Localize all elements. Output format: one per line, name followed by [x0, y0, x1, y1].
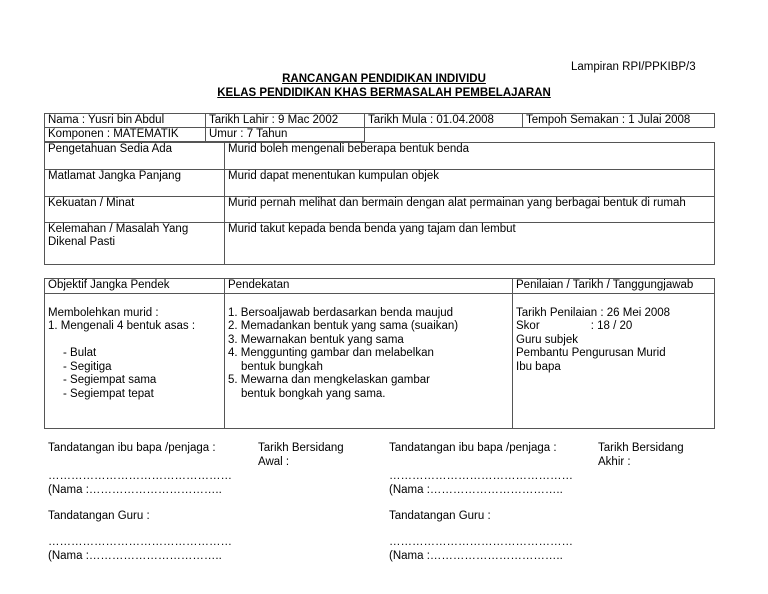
document-subtitle: KELAS PENDIDIKAN KHAS BERMASALAH PEMBELAJARAN [217, 87, 551, 99]
profile-value: Murid takut kepada benda benda yang tajam dan lembut [225, 223, 715, 265]
objectives-header-row [45, 279, 715, 294]
approach-line: 2. Memadankan bentuk yang sama (suaikan) [228, 320, 459, 332]
parent-signature-line-end: ………………………………………… [389, 470, 573, 482]
profile-value: Murid dapat menentukan kumpulan objek [225, 170, 715, 197]
profile-row [45, 143, 715, 170]
approach-line: bentuk bongkah yang sama. [241, 387, 386, 400]
profile-value: Murid pernah melihat dan bermain dengan alat permainan yang berbagai bentuk di rumah [225, 197, 715, 223]
parent-signature-line-start: ………………………………………… [48, 470, 232, 482]
approach-cell [225, 293, 513, 428]
evaluation-line: Ibu bapa [516, 360, 561, 373]
profile-label: Pengetahuan Sedia Ada [45, 143, 225, 170]
objectives-table [44, 278, 715, 429]
profile-value: Murid boleh mengenali beberapa bentuk benda [225, 143, 715, 170]
approach-line: 5. Mewarna dan mengkelaskan gambar [228, 374, 431, 386]
birth-date: Tarikh Lahir : 9 Mac 2002 [206, 114, 365, 128]
parent-signature-label-end: Tandatangan ibu bapa /penjaga : [389, 442, 557, 454]
objective-line: Membolehkan murid : [48, 306, 159, 319]
teacher-name-line-end: (Nama :…………………………….. [389, 550, 563, 562]
teacher-signature-line-end: ………………………………………… [389, 536, 573, 548]
info-row-1 [45, 114, 715, 128]
evaluation-line: Pembantu Pengurusan Murid [516, 347, 666, 359]
evaluation-header: Penilaian / Tarikh / Tanggungjawab [513, 279, 715, 294]
approach-line: 3. Mewarnakan bentuk yang sama [228, 333, 404, 346]
profile-label: Matlamat Jangka Panjang [45, 170, 225, 197]
profile-row [45, 223, 715, 265]
component: Komponen : MATEMATIK [45, 128, 206, 142]
objective-line [48, 334, 221, 348]
approach-line: 4. Menggunting gambar dan melabelkan [228, 347, 434, 359]
objective-line: - Bulat [63, 347, 97, 359]
meeting-end-label: Tarikh Bersidang [598, 442, 684, 454]
profile-row [45, 197, 715, 223]
info-row-2 [45, 128, 715, 142]
objective-line: 1. Mengenali 4 bentuk asas : [48, 320, 196, 332]
teacher-signature-label-end: Tandatangan Guru : [389, 510, 491, 522]
teacher-signature-line-start: ………………………………………… [48, 536, 232, 548]
info-empty-cell [365, 128, 715, 142]
approach-line: 1. Bersoaljawab berdasarkan benda maujud [228, 306, 454, 319]
objective-line: - Segitiga [63, 360, 112, 373]
profile-row [45, 170, 715, 197]
profile-label: Kekuatan / Minat [45, 197, 225, 223]
teacher-signature-label-start: Tandatangan Guru : [48, 510, 150, 522]
evaluation-line: Guru subjek [516, 333, 579, 346]
start-date: Tarikh Mula : 01.04.2008 [365, 114, 523, 128]
approach-line: bentuk bungkah [241, 360, 323, 373]
evaluation-line: Skor : 18 / 20 [516, 320, 633, 332]
meeting-start-label: Tarikh Bersidang [258, 442, 344, 454]
evaluation-cell [513, 293, 715, 428]
objective-line: - Segiempat tepat [63, 387, 154, 400]
reference-code: Lampiran RPI/PPKIBP/3 [571, 61, 696, 73]
approach-header: Pendekatan [225, 279, 513, 294]
student-name: Nama : Yusri bin Abdul [45, 114, 206, 128]
objective-line: - Segiempat sama [63, 374, 157, 386]
meeting-start-label-2: Awal : [258, 456, 290, 468]
profile-table [44, 142, 715, 265]
parent-name-line-start: (Nama :…………………………….. [48, 484, 222, 496]
objectives-cell [45, 293, 225, 428]
teacher-name-line-start: (Nama :…………………………….. [48, 550, 222, 562]
document-title: RANCANGAN PENDIDIKAN INDIVIDU [282, 73, 486, 85]
objectives-body-row [45, 293, 715, 428]
parent-name-line-end: (Nama :…………………………….. [389, 484, 563, 496]
meeting-end-label-2: Akhir : [598, 456, 631, 468]
age: Umur : 7 Tahun [206, 128, 365, 142]
objectives-header: Objektif Jangka Pendek [45, 279, 225, 294]
profile-label: Kelemahan / Masalah Yang Dikenal Pasti [45, 223, 225, 265]
parent-signature-label-start: Tandatangan ibu bapa /penjaga : [48, 442, 216, 454]
evaluation-line: Tarikh Penilaian : 26 Mei 2008 [516, 306, 671, 319]
review-date: Tempoh Semakan : 1 Julai 2008 [523, 114, 715, 128]
student-info-table [44, 113, 715, 142]
